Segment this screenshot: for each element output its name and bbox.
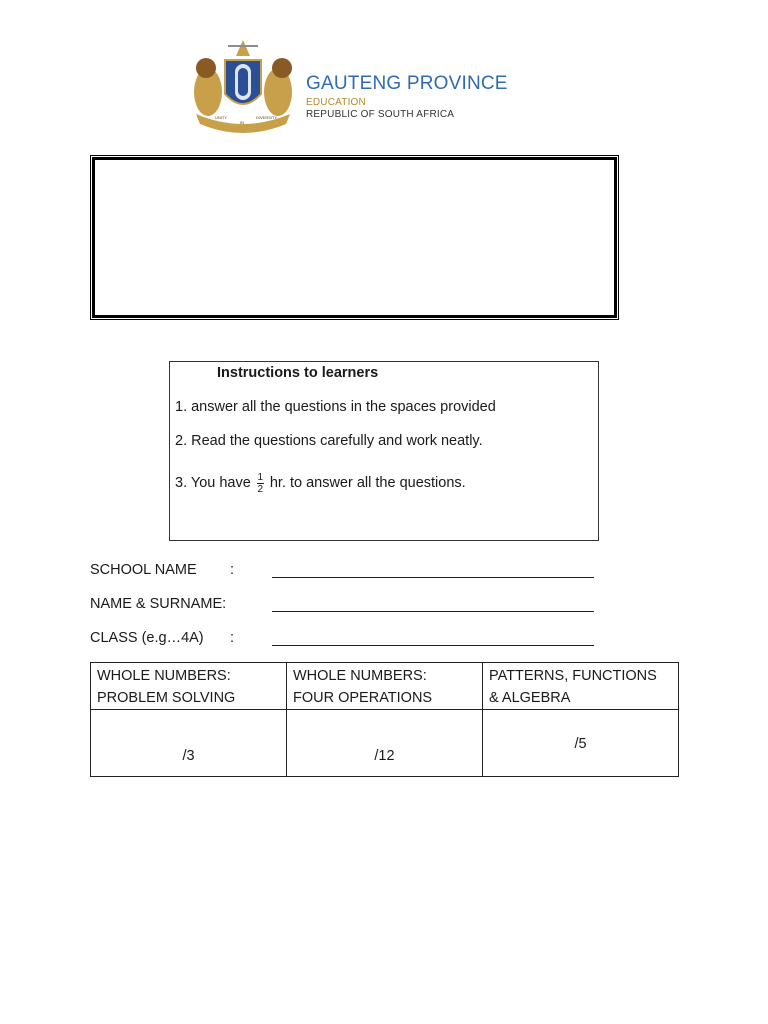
instruction-item: 1. answer all the questions in the spaces provided: [175, 399, 496, 415]
score-header-line: WHOLE NUMBERS:: [293, 668, 427, 684]
crest-motto-right: DIVERSITY: [256, 115, 278, 120]
score-header-line: PATTERNS, FUNCTIONS: [489, 668, 657, 684]
score-table-header-row: [91, 663, 679, 710]
instruction-item-suffix: hr. to answer all the questions.: [269, 474, 466, 491]
class-line[interactable]: [272, 645, 594, 646]
field-colon: :: [230, 562, 235, 578]
score-header-cell: [483, 663, 679, 710]
score-total-cell[interactable]: [483, 710, 679, 777]
instruction-item-prefix: 3. You have: [175, 474, 251, 491]
class-label: CLASS (e.g…4A): [90, 630, 204, 646]
score-header-line: PROBLEM SOLVING: [97, 690, 236, 706]
fraction-denominator: 2: [257, 484, 264, 495]
department-name: EDUCATION: [306, 97, 366, 108]
score-total: /5: [574, 736, 587, 752]
name-surname-line[interactable]: [272, 611, 594, 612]
coat-of-arms-icon: [178, 34, 318, 134]
instruction-item: [175, 471, 466, 494]
name-surname-label: NAME & SURNAME:: [90, 596, 227, 612]
country-name: REPUBLIC OF SOUTH AFRICA: [306, 109, 455, 120]
score-total-cell[interactable]: [91, 710, 287, 777]
score-total-cell[interactable]: [287, 710, 483, 777]
field-colon: :: [230, 630, 235, 646]
score-header-cell: [91, 663, 287, 710]
instructions-box: [169, 361, 599, 541]
title-frame: [90, 155, 619, 320]
score-header-line: WHOLE NUMBERS:: [97, 668, 231, 684]
score-total: /12: [374, 748, 395, 764]
half-fraction: [257, 472, 264, 495]
instruction-item: 2. Read the questions carefully and work neatly.: [175, 433, 483, 449]
school-name-line[interactable]: [272, 577, 594, 578]
province-title: GAUTENG PROVINCE: [306, 73, 508, 94]
fraction-numerator: 1: [257, 472, 264, 483]
score-total: /3: [182, 748, 195, 764]
instructions-heading: Instructions to learners: [217, 365, 379, 381]
score-header-line: FOUR OPERATIONS: [293, 690, 433, 706]
crest-motto-center: IN: [240, 120, 244, 125]
score-header-line: & ALGEBRA: [489, 690, 571, 706]
score-table: [90, 662, 679, 777]
crest-motto-left: UNITY: [215, 115, 227, 120]
school-name-label: SCHOOL NAME: [90, 562, 197, 578]
score-table-values-row: [91, 710, 679, 777]
score-header-cell: [287, 663, 483, 710]
